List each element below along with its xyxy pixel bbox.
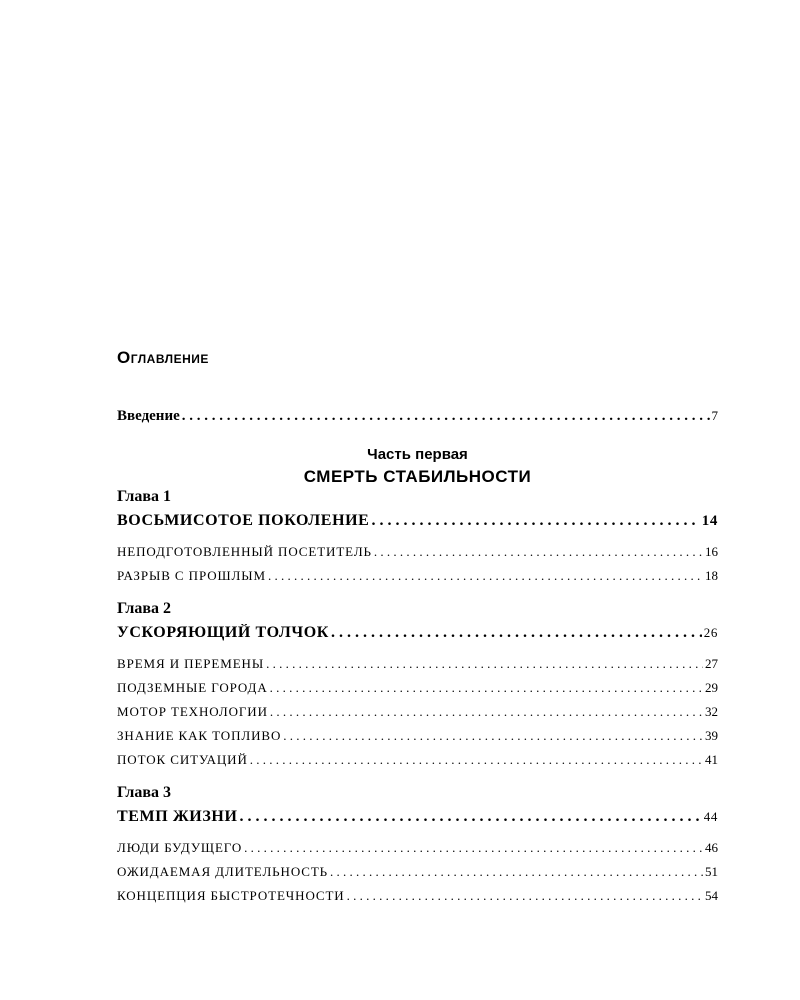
toc-entry-chapter[interactable] [117,808,718,826]
toc-page-number: 32 [705,704,718,719]
dot-leader [283,728,703,744]
toc-page-number: 41 [705,752,718,767]
toc-page-number: 26 [703,625,718,640]
toc-page-number: 16 [705,544,718,559]
toc-entry-intro[interactable] [117,408,718,425]
toc-entry-title: ПОТОК СИТУАЦИЙ [117,752,248,767]
chapter-label: Глава 2 [117,600,171,617]
toc-page-number: 29 [705,680,718,695]
toc-entry-chapter[interactable] [117,624,718,642]
toc-page-number: 39 [705,728,718,743]
dot-leader [240,808,702,826]
toc-entry-section[interactable] [117,728,718,744]
toc-entry-title: ТЕМП ЖИЗНИ [117,808,238,825]
dot-leader [250,752,703,768]
toc-entry-section[interactable] [117,680,718,696]
toc-entry-title: ВОСЬМИСОТОЕ ПОКОЛЕНИЕ [117,512,370,529]
toc-entry-title: ВРЕМЯ И ПЕРЕМЕНЫ [117,656,265,671]
dot-leader [374,544,703,560]
toc-entry-title: НЕПОДГОТОВЛЕННЫЙ ПОСЕТИТЕЛЬ [117,544,372,559]
dot-leader [266,656,703,672]
toc-entry-section[interactable] [117,568,718,584]
toc-entry-section[interactable] [117,840,718,856]
part-title: СМЕРТЬ СТАБИЛЬНОСТИ [303,467,532,486]
toc-entry-title: Введение [117,408,180,424]
dot-leader [347,888,703,904]
toc-entry-section[interactable] [117,544,718,560]
toc-heading: Оглавление [117,348,209,367]
toc-page-number: 7 [711,408,718,423]
chapter-label: Глава 3 [117,784,171,801]
toc-entry-section[interactable] [117,888,718,904]
toc-page-number: 54 [705,888,718,903]
toc-entry-title: МОТОР ТЕХНОЛОГИИ [117,704,268,719]
toc-entry-section[interactable] [117,752,718,768]
dot-leader [182,408,710,425]
toc-page-number: 18 [705,568,718,583]
toc-entry-section[interactable] [117,864,718,880]
toc-page-number: 44 [703,809,718,824]
dot-leader [330,864,703,880]
toc-page-number: 51 [705,864,718,879]
dot-leader [244,840,703,856]
dot-leader [371,512,699,530]
dot-leader [270,704,703,720]
toc-entry-section[interactable] [117,704,718,720]
toc-page-number: 27 [705,656,718,671]
toc-page-number: 14 [701,513,718,529]
part-label: Часть первая [367,446,468,463]
dot-leader [268,568,703,584]
toc-entry-chapter[interactable] [117,512,718,530]
toc-entry-title: РАЗРЫВ С ПРОШЛЫМ [117,568,266,583]
toc-entry-title: КОНЦЕПЦИЯ БЫСТРОТЕЧНОСТИ [117,888,345,903]
toc-entry-title: УСКОРЯЮЩИЙ ТОЛЧОК [117,624,329,641]
chapter-label: Глава 1 [117,488,171,505]
toc-entry-title: ЗНАНИЕ КАК ТОПЛИВО [117,728,282,743]
toc-entry-title: ОЖИДАЕМАЯ ДЛИТЕЛЬНОСТЬ [117,864,329,879]
dot-leader [331,624,702,642]
toc-page-number: 46 [705,840,718,855]
toc-entry-title: ПОДЗЕМНЫЕ ГОРОДА [117,680,268,695]
toc-entry-section[interactable] [117,656,718,672]
dot-leader [270,680,703,696]
toc-entry-title: ЛЮДИ БУДУЩЕГО [117,840,243,855]
